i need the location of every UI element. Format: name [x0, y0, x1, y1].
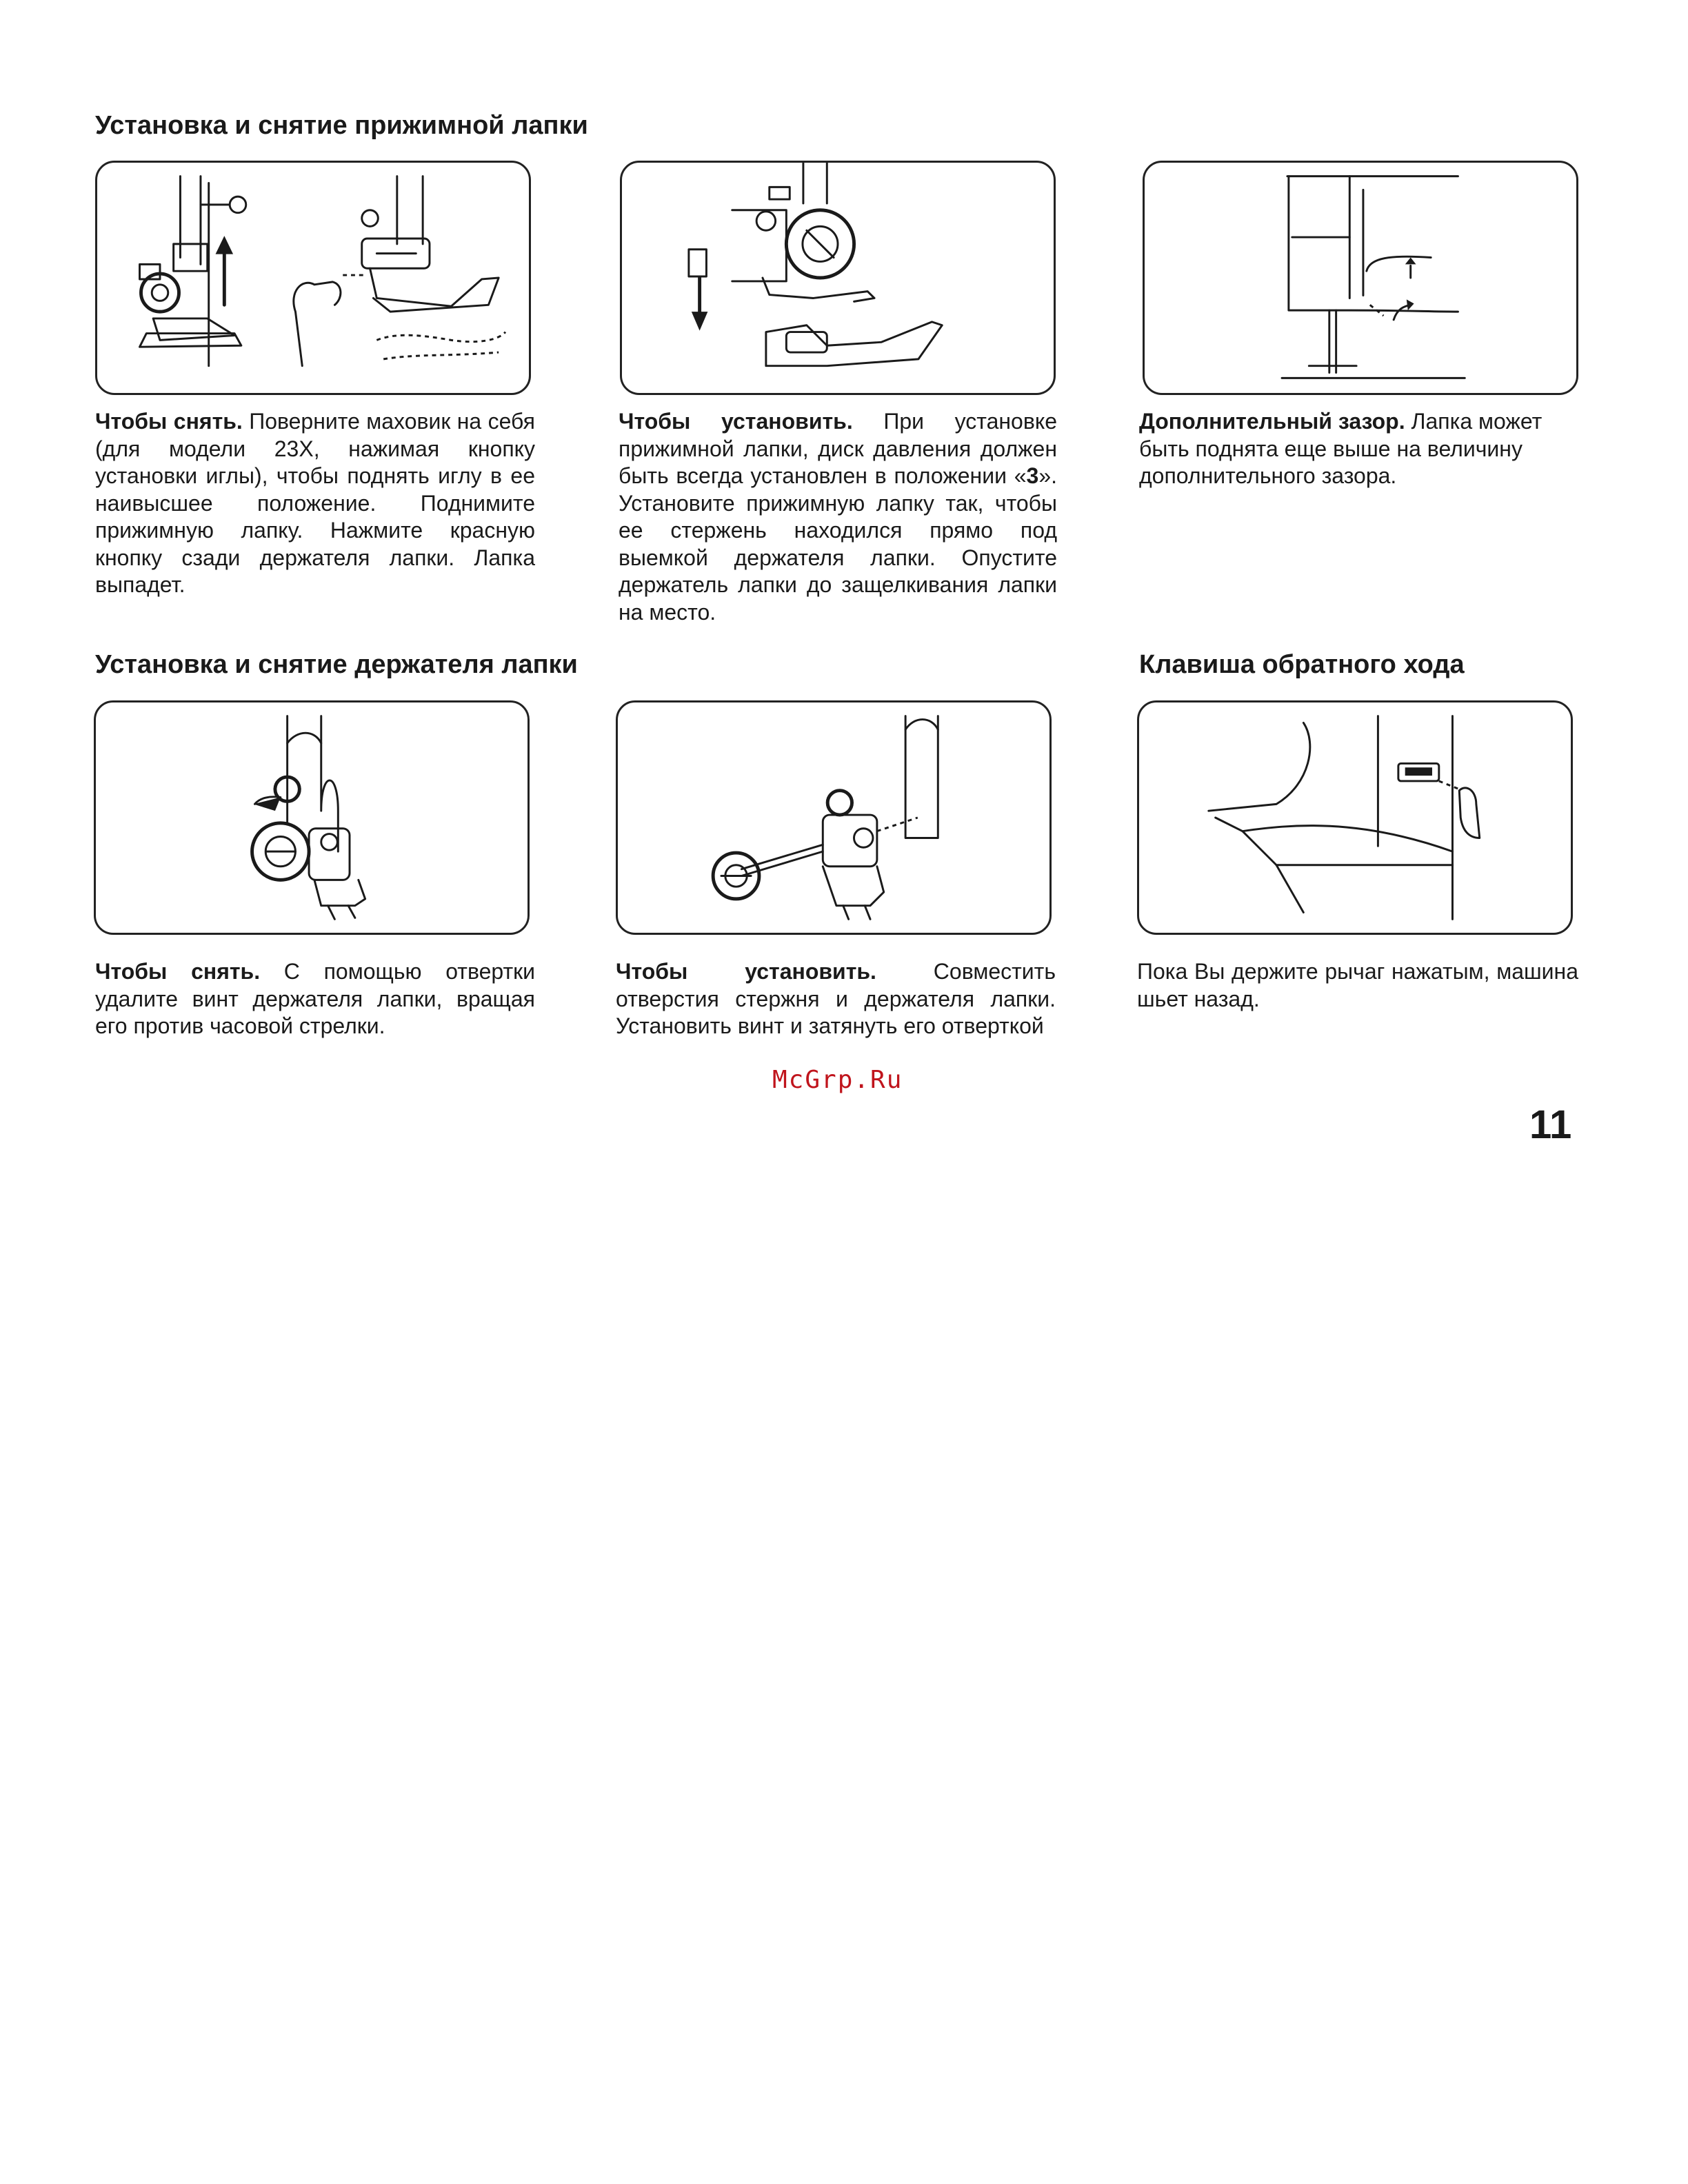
illustration-additional-clearance [1143, 161, 1578, 395]
install-label: Чтобы установить. [619, 409, 853, 434]
install-foot-holder-text [616, 958, 1056, 1040]
install-presser-foot-text [619, 408, 1057, 626]
illustration-remove-presser-foot [95, 161, 531, 395]
reverse-lever-drawing [1139, 702, 1571, 933]
additional-clearance-text [1139, 408, 1580, 490]
illustration-reverse-lever [1137, 700, 1573, 935]
illustration-install-presser-foot [620, 161, 1056, 395]
pressure-dial-value: 3 [1026, 463, 1039, 488]
illustration-remove-foot-holder [94, 700, 530, 935]
install-instructions-part2: ». Установите прижимную лапку так, чтобы ее стержень находился прямо под выемкой держателя лапки. Опустите держатель лапки до защелкивания лапки на место. [619, 463, 1057, 625]
page-number: 11 [1529, 1102, 1572, 1147]
remove-instructions: Поверните маховик на себя (для модели 23X, нажимая кнопку установки иглы), чтобы поднять иглу в ее наивысшее положение. Поднимите прижимную лапку. Нажмите красную кнопку сзади держателя лапки. Лапка выпадет. [95, 409, 535, 597]
additional-clearance-drawing [1145, 163, 1576, 393]
install-instructions-part1: При установке прижимной лапки, диск давления должен быть всегда установлен в положении « [619, 409, 1057, 488]
remove-presser-foot-text [95, 408, 535, 599]
clearance-description: Лапка может быть поднята еще выше на величину дополнительного зазора. [1139, 409, 1543, 488]
presser-foot-install-drawing [622, 163, 1054, 393]
section-heading-reverse-lever: Клавиша обратного хода [1139, 650, 1465, 679]
reverse-lever-text: Пока Вы держите рычаг нажатым, машина шьет назад. [1137, 959, 1578, 1011]
foot-holder-install-drawing [618, 702, 1049, 933]
remove-foot-holder-text [95, 958, 535, 1040]
foot-holder-removal-drawing [96, 702, 528, 933]
illustration-install-foot-holder [616, 700, 1052, 935]
section-heading-presser-foot: Установка и снятие прижимной лапки [95, 111, 588, 140]
holder-install-label: Чтобы установить. [616, 959, 876, 984]
watermark: McGrp.Ru [772, 1066, 903, 1094]
holder-install-instructions: Совместить отверстия стержня и держателя лапки. Установить винт и затянуть его отверткой [616, 959, 1056, 1038]
presser-foot-removal-drawing [97, 163, 529, 393]
clearance-label: Дополнительный зазор. [1139, 409, 1405, 434]
holder-remove-label: Чтобы снять. [95, 959, 261, 984]
section-heading-foot-holder: Установка и снятие держателя лапки [95, 650, 578, 679]
holder-remove-instructions: С помощью отвертки удалите винт держателя лапки, вращая его против часовой стрелки. [95, 959, 535, 1038]
remove-label: Чтобы снять. [95, 409, 243, 434]
